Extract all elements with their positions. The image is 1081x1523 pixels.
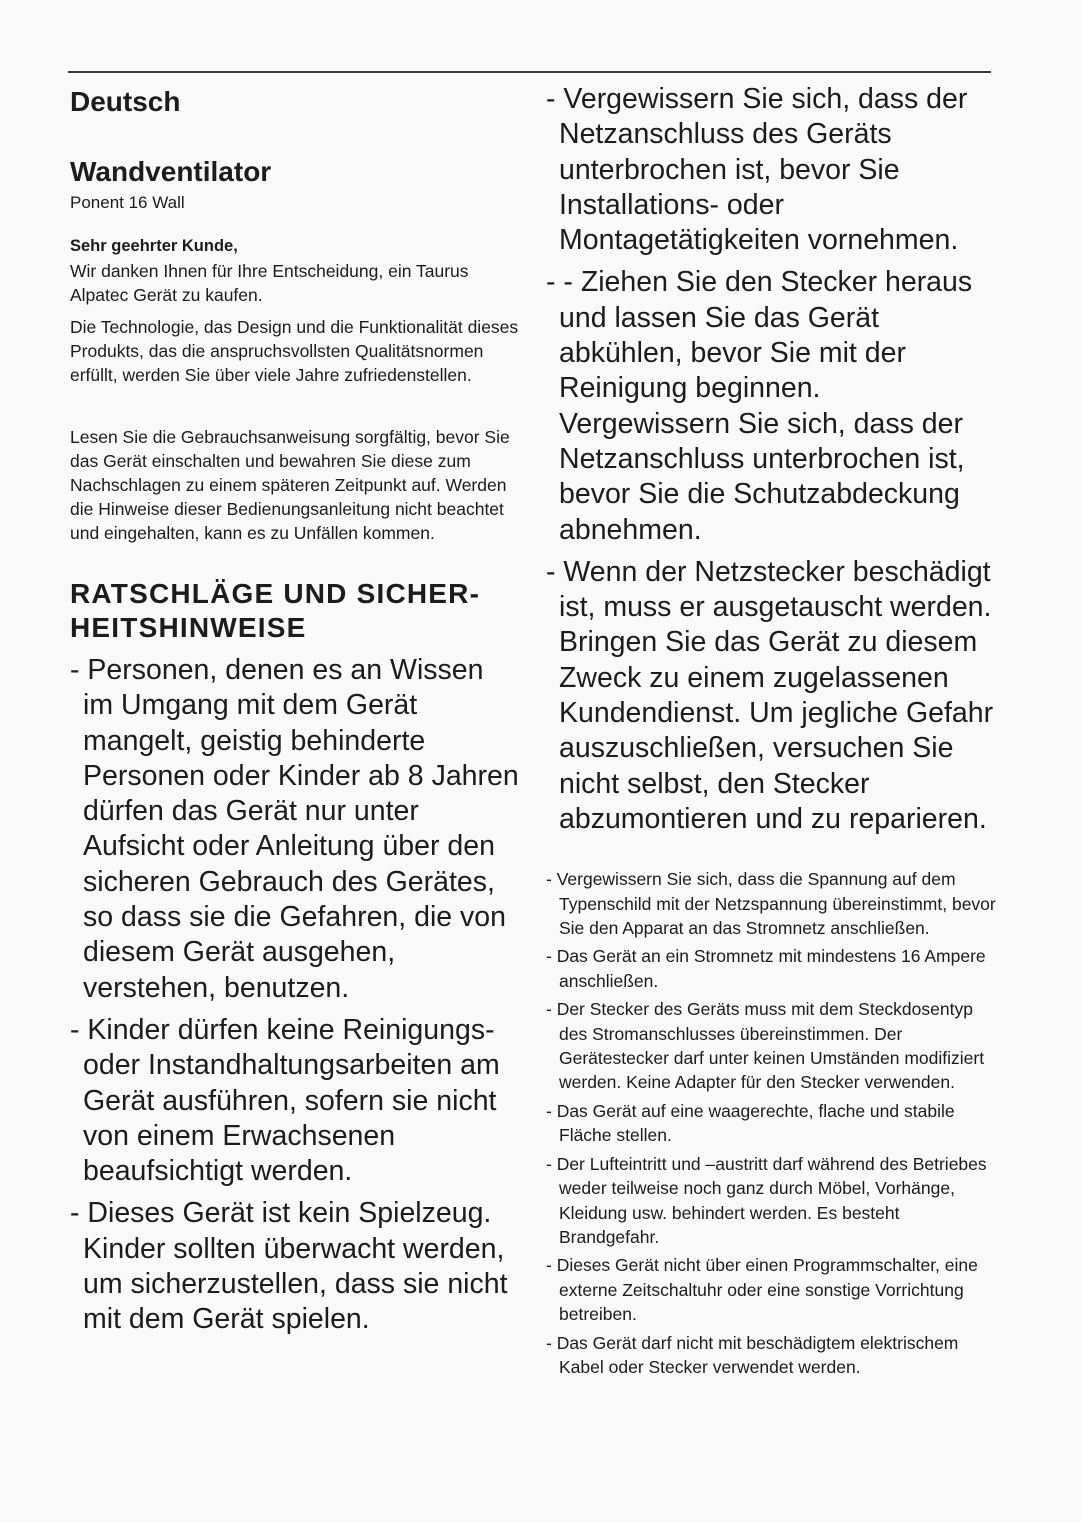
intro-paragraph: Die Technologie, das Design und die Funktionalität dieses Produkts, das die anspruchsvollsten Qualitätsnormen erfüllt, werden Sie über viele Jahre zufriedenstellen. — [70, 317, 519, 385]
safety-item: - Vergewissern Sie sich, dass der Netzanschluss des Geräts unterbrochen ist, bevor Sie Installations- oder Montagetätigkeiten vornehmen. — [546, 83, 968, 257]
safety-item: - Kinder dürfen keine Reinigungs- oder Instandhaltungsarbeiten am Gerät ausführen, sofern sie nicht von einem Erwachsenen beaufsichtigt werden. — [70, 1013, 500, 1188]
safety-item: - Personen, denen es an Wissen im Umgang mit dem Gerät mangelt, geistig behinderte Personen oder Kinder ab 8 Jahren dürfen das Gerät nur unter Aufsicht oder Anleitung über den sicheren Gebrauch des Gerätes, so dass sie die Gefahren, die von diesem Gerät ausgehen, verstehen, benutzen. — [70, 654, 519, 1004]
model-name: Ponent 16 Wall — [70, 193, 185, 212]
safety-item: - Wenn der Netzstecker beschädigt ist, muss er ausgetauscht werden. Bringen Sie das Gerät zu diesem Zweck zu einem zugelassenen Kundendienst. Um jegliche Gefahr auszuschließen, versuchen Sie nicht selbst, den Stecker abzumontieren und zu reparieren. — [546, 555, 994, 835]
safety-item: - Der Lufteintritt und –austritt darf während des Betriebes weder teilweise noch ganz durch Möbel, Vorhänge, Kleidung usw. behindert werden. Es besteht Brandgefahr. — [546, 1153, 987, 1247]
safety-item: - Vergewissern Sie sich, dass die Spannung auf dem Typenschild mit der Netzspannung übereinstimmt, bevor Sie den Apparat an das Stromnetz anschließen. — [546, 869, 996, 939]
header-rule — [68, 71, 991, 73]
safety-list-large-continued — [546, 82, 996, 837]
left-column — [70, 82, 520, 1345]
safety-item: - Der Stecker des Geräts muss mit dem Steckdosentyp des Stromanschlusses übereinstimmen. Der Gerätestecker darf unter keinen Umständen modifiziert werden. Keine Adapter für den Stecker verwenden. — [546, 999, 985, 1093]
safety-list-large — [70, 653, 520, 1338]
intro-paragraph: Lesen Sie die Gebrauchsanweisung sorgfältig, bevor Sie das Gerät einschalten und bewahren Sie diese zum Nachschlagen zu einem späteren Zeitpunkt auf. Werden die Hinweise dieser Bedienungsanleitung nicht beachtet und eingehalten, kann es zu Unfällen kommen. — [70, 427, 510, 543]
product-title: Wandventilator — [70, 156, 272, 187]
salutation: Sehr geehrter Kunde, — [70, 237, 238, 255]
safety-item: - Dieses Gerät ist kein Spielzeug. Kinder sollten überwacht werden, um sicherzustellen, dass sie nicht mit dem Gerät spielen. — [70, 1197, 508, 1336]
safety-item: - Das Gerät darf nicht mit beschädigtem elektrischem Kabel oder Stecker verwendet werden. — [546, 1332, 959, 1377]
safety-item: - - Ziehen Sie den Stecker heraus und lassen Sie das Gerät abkühlen, bevor Sie mit der Reinigung beginnen. Vergewissern Sie sich, dass der Netzanschluss unterbrochen ist, bevor Sie die Schutzabdeckung abnehmen. — [546, 266, 973, 546]
section-heading-line: RATSCHLÄGE UND SICHER- — [70, 578, 481, 609]
right-column — [546, 82, 996, 1383]
section-heading-line: HEITSHINWEISE — [70, 612, 307, 643]
safety-item: - Das Gerät auf eine waagerechte, flache und stabile Fläche stellen. — [546, 1100, 955, 1146]
intro-paragraph: Wir danken Ihnen für Ihre Entscheidung, ein Taurus Alpatec Gerät zu kaufen. — [70, 261, 469, 305]
safety-list-small — [546, 867, 996, 1379]
safety-item: - Dieses Gerät nicht über einen Programmschalter, eine externe Zeitschaltuhr oder eine sonstige Vorrichtung betreiben. — [546, 1255, 978, 1325]
safety-item: - Das Gerät an ein Stromnetz mit mindestens 16 Ampere anschließen. — [546, 946, 986, 991]
section-heading — [70, 577, 520, 645]
language-heading: Deutsch — [70, 86, 181, 117]
